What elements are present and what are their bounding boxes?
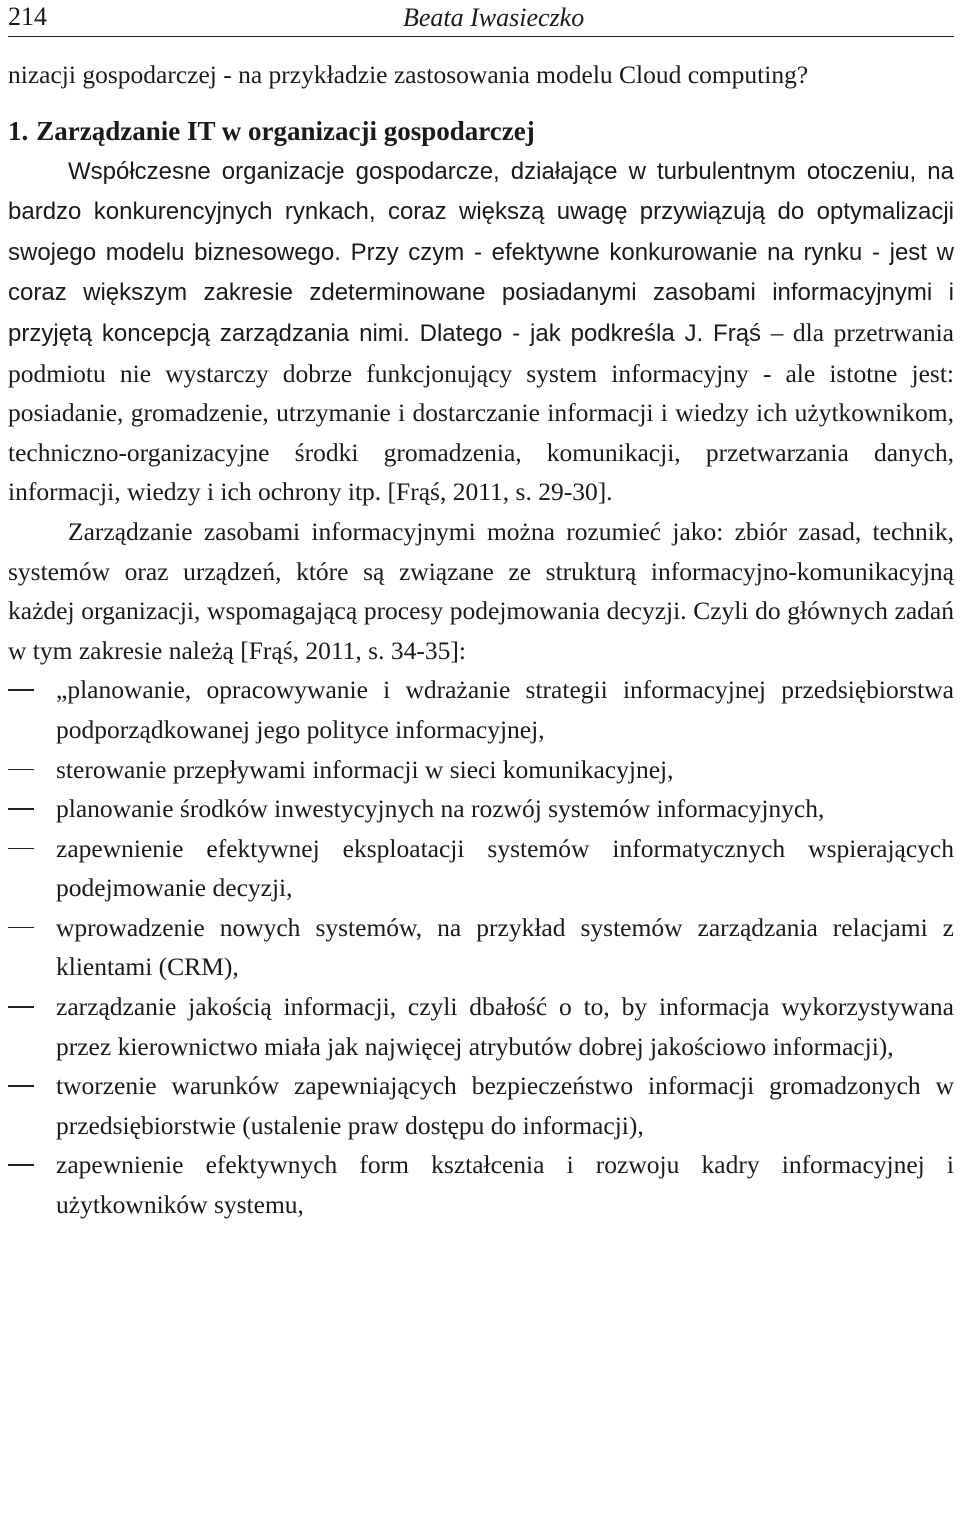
paragraph-1-sans-part: Współczesne organizacje gospodarcze, działające w turbulentnym otoczeniu, na bardzo konkurencyjnych rynkach, coraz większą uwagę przywiązują do optymalizacji swojego modelu biznesowego. Przy czym - efektywne konkurowanie na rynku - jest w coraz większym zakresie zdeterminowane posiadanymi zasobami informacyjnymi i przyjętą koncepcją zarządzania nimi. Dlatego - jak podkreśla J. Frąś	[8, 157, 954, 347]
page-number: 214	[8, 2, 47, 31]
list-item	[8, 987, 954, 1066]
list-item-text: sterowanie przepływami informacji w sieci komunikacyjnej,	[56, 754, 674, 784]
list-item-text: planowanie środków inwestycyjnych na rozwój systemów informacyjnych,	[56, 794, 825, 824]
list-item	[8, 829, 954, 908]
continued-title-text: nizacji gospodarczej - na przykładzie zastosowania modelu Cloud computing?	[8, 60, 809, 89]
paragraph-1	[8, 151, 954, 512]
list-item	[8, 1066, 954, 1145]
list-item	[8, 908, 954, 987]
list-item-text: wprowadzenie nowych systemów, na przykład systemów zarządzania relacjami z klientami (CRM),	[56, 912, 954, 982]
running-header	[8, 0, 954, 37]
dash-bullet-icon	[8, 1006, 34, 1008]
list-item	[8, 750, 954, 790]
list-item-text: „planowanie, opracowywanie i wdrażanie strategii informacyjnej przedsiębiorstwa podporządkowanej jego polityce informacyjnej,	[56, 675, 954, 744]
list-item-text: tworzenie warunków zapewniających bezpieczeństwo informacji gromadzonych w przedsiębiorstwie (ustalenie praw dostępu do informacji),	[56, 1071, 954, 1140]
list-item	[8, 1145, 954, 1224]
list-item	[8, 670, 954, 749]
dash-bullet-icon	[8, 927, 34, 929]
paragraph-1-serif-part: – dla przetrwania podmiotu nie wystarczy dobrze funkcjonujący system informacyjny - ale istotne jest: posiadanie, gromadzenie, utrzymanie i dostarczanie informacji i wiedzy ich użytkownikom, techniczno-organizacyjne środki gromadzenia, komunikacji, przetwarzania danych, informacji, wiedzy i ich ochrony itp. [Frąś, 2011, s. 29-30].	[8, 317, 954, 507]
dash-bullet-icon	[8, 1085, 34, 1087]
list-item-text: zapewnienie efektywnych form kształcenia i rozwoju kadry informacyjnej i użytkowników systemu,	[56, 1150, 954, 1220]
document-page	[8, 0, 954, 1225]
paragraph-2: Zarządzanie zasobami informacyjnymi można rozumieć jako: zbiór zasad, technik, systemów oraz urządzeń, które są związane ze strukturą informacyjno-komunikacyjną każdej organizacji, wspomagającą procesy podejmowania decyzji. Czyli do głównych zadań w tym zakresie należą [Frąś, 2011, s. 34-35]:	[8, 516, 954, 665]
dash-bullet-icon	[8, 1164, 34, 1166]
dash-bullet-icon	[8, 808, 34, 810]
section-number: 1.	[8, 115, 29, 146]
task-list	[8, 670, 954, 1224]
list-item-text: zarządzanie jakością informacji, czyli dbałość o to, by informacja wykorzystywana przez kierownictwo miała jak najwięcej atrybutów dobrej jakościowo informacji),	[56, 992, 954, 1061]
running-head-author: Beata Iwasieczko	[403, 3, 585, 32]
section-heading	[8, 111, 954, 151]
section-title: Zarządzanie IT w organizacji gospodarczej	[36, 115, 535, 146]
dash-bullet-icon	[8, 769, 34, 771]
list-item-text: zapewnienie efektywnej eksploatacji systemów informatycznych wspierających podejmowanie decyzji,	[56, 833, 954, 903]
dash-bullet-icon	[8, 689, 34, 691]
dash-bullet-icon	[8, 848, 34, 850]
list-item	[8, 789, 954, 829]
